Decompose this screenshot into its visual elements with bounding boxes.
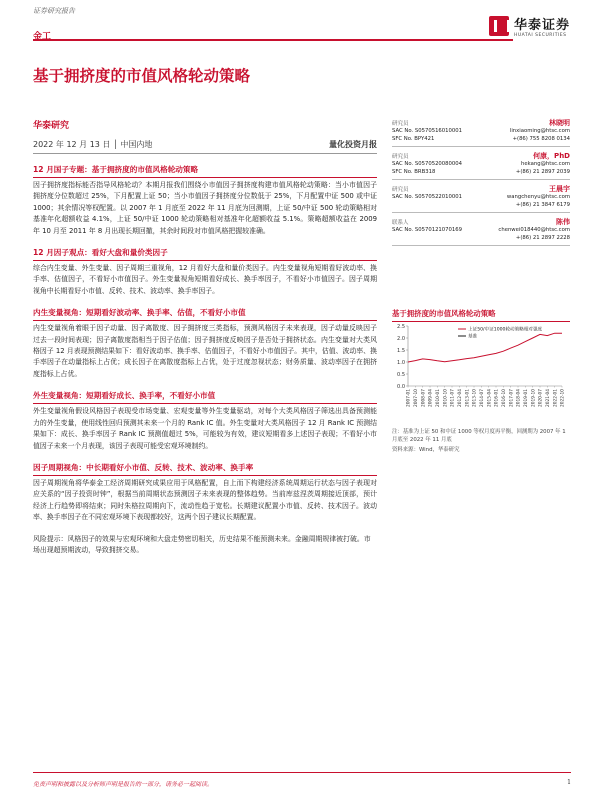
x-tick-label: 2016-01 xyxy=(494,389,500,407)
analyst-name: 陈伟 xyxy=(556,218,570,226)
analyst-card xyxy=(392,184,570,213)
analyst-card xyxy=(392,118,570,147)
analyst-name: 何康，PhD xyxy=(533,152,570,160)
analyst-role: 研究员 xyxy=(392,121,409,127)
line-chart xyxy=(392,320,570,425)
section-body: 综合内生变量、外生变量、因子周期三重视角，12 月看好大盘和量价类因子。内生变量视角短期看好波动率、换手率、估值因子，不看好小市值因子。外生变量视角短期看好成长、换手率因子，不看好小市值因子。因子周期视角中长期看好小市值、反转、技术、波动率、换手率因子。 xyxy=(33,264,377,295)
section-outlook xyxy=(33,247,377,297)
report-header xyxy=(0,0,600,44)
report-series-label: 证券研究报告 xyxy=(33,7,75,15)
category-label: 金工 xyxy=(33,32,52,42)
y-tick-label: 1.0 xyxy=(397,359,405,366)
x-tick-label: 2007-10 xyxy=(413,389,419,407)
y-tick-label: 2.5 xyxy=(397,323,405,330)
figure-note: 注：基准为上证 50 和中证 1000 等权月度再平衡，回测期为 2007 年 1 月底至 2022 年 11 月底 xyxy=(392,429,566,443)
series-line xyxy=(408,333,562,362)
analyst-sac: SAC No. S0570522010001 xyxy=(392,194,463,200)
section-body: 内生变量视角着眼于因子动量、因子离散度、因子拥挤度三类指标，预测风格因子未来表现，因子动量反映因子过去一段时间表现；因子离散度指相当于因子估值；因子拥挤度反映因子是否处于拥挤状态。内生变量对大类风格因子 12 月表现预测结果如下：看好波动率、换手率、估值因子，不看好小市值因子。其中，估值、波动率、换手率因子在动量指标上占优；成长因子在离散度指标上占优，处于过度忽视状态；财务质量、波动率因子在拥挤度指标上占优。 xyxy=(33,324,377,378)
section-exogenous xyxy=(33,390,377,452)
research-org: 华泰研究 xyxy=(33,121,70,131)
analyst-email[interactable]: chenwei018440@htsc.com xyxy=(498,227,570,233)
huatai-logo xyxy=(489,14,570,38)
huatai-logo-icon xyxy=(489,16,509,36)
analyst-phone: +(86) 21 2897 2228 xyxy=(515,234,570,241)
figure-title: 基于拥挤度的市值风格轮动策略 xyxy=(392,308,570,322)
analyst-phone: +(86) 21 2897 2039 xyxy=(515,168,570,175)
page-number: 1 xyxy=(567,779,571,786)
analyst-sfc: SFC No. BPY421 xyxy=(392,135,435,142)
y-tick-label: 2.0 xyxy=(397,335,405,342)
analyst-email[interactable]: wangchenyu@htsc.com xyxy=(506,194,570,200)
x-tick-label: 2022-01 xyxy=(553,389,559,407)
x-tick-label: 2019-01 xyxy=(523,389,529,407)
analyst-card xyxy=(392,217,570,246)
analyst-email[interactable]: linxiaoming@htsc.com xyxy=(509,128,570,134)
x-tick-label: 2020-07 xyxy=(538,389,544,407)
footer-disclaimer: 免责声明和披露以及分析师声明是报告的一部分，请务必一起阅读。 xyxy=(33,781,214,788)
dateline xyxy=(33,139,377,154)
analyst-sidebar xyxy=(392,118,570,250)
analyst-role: 联系人 xyxy=(392,220,409,226)
section-topic xyxy=(33,164,377,237)
section-title: 因子周期视角：中长期看好小市值、反转、技术、波动率、换手率 xyxy=(33,462,377,476)
legend-label: 基准 xyxy=(468,334,478,340)
x-tick-label: 2019-10 xyxy=(531,389,537,407)
section-endogenous xyxy=(33,307,377,380)
figure-source: 资料来源：Wind，华泰研究 xyxy=(392,447,460,453)
section-body: 因子周期视角将华泰金工经济周期研究成果应用于风格配置，自上而下构建经济系统周期运行状态与因子表现对应关系的“因子投资时钟”，根据当前周期状态预测因子未来表现的整体趋势。当前库兹涅茨周期接近顶部，预计经济上行趋势即将结束；同时朱格拉周期向下，流动性趋于宽松。长期建议配置小市值、反转、技术因子。波动率、换手率因子在不同宏观环境下表现都较好，这两个因子建议长期配置。 xyxy=(33,478,377,522)
x-tick-label: 2015-04 xyxy=(487,389,493,407)
x-tick-label: 2021-04 xyxy=(545,389,551,407)
x-tick-label: 2014-07 xyxy=(479,389,485,407)
x-tick-label: 2018-04 xyxy=(516,389,522,407)
x-tick-label: 2008-07 xyxy=(421,389,427,407)
analyst-email[interactable]: hekang@htsc.com xyxy=(521,161,570,167)
section-title: 12 月国子专题：基于拥挤度的市值风格轮动策略 xyxy=(33,164,377,178)
x-tick-label: 2016-10 xyxy=(501,389,507,407)
analyst-sac: SAC No. S0570520080004 xyxy=(392,161,463,167)
analyst-sfc: SFC No. BRB318 xyxy=(392,168,436,175)
section-body: 外生变量视角假设风格因子表现受市场变量、宏观变量等外生变量驱动，对每个大类风格因子筛选出具备预测能力的外生变量，使用线性回归预测其未来一个月的 Rank IC 值。外生变量对大类风格因子 12 月 Rank IC 预测结果如下：成长、换手率因子 Rank IC 预测值超过 5%，可能较为有效，建议短期看多上述因子表现；不看好小市值因子未来一个月表现，该因子表现可能受宏观环境制约。 xyxy=(33,407,377,450)
section-title: 外生变量视角：短期看好成长、换手率，不看好小市值 xyxy=(33,390,377,404)
section-title: 内生变量视角：短期看好波动率、换手率、估值，不看好小市值 xyxy=(33,307,377,321)
report-title: 基于拥挤度的市值风格轮动策略 xyxy=(33,66,251,85)
x-tick-label: 2010-01 xyxy=(435,389,441,407)
x-tick-label: 2007-01 xyxy=(406,389,412,407)
figure-chart xyxy=(392,320,570,425)
legend-label: 上证50/中证1000轮动策略相对强度 xyxy=(468,327,543,333)
analyst-name: 林晓明 xyxy=(549,119,570,127)
page-footer xyxy=(33,772,571,788)
report-type: 量化投资月报 xyxy=(329,140,377,149)
analyst-role: 研究员 xyxy=(392,187,409,193)
section-cycle xyxy=(33,462,377,524)
analyst-role: 研究员 xyxy=(392,154,409,160)
logo-name-cn: 华泰证券 xyxy=(513,18,570,33)
section-title: 12 月因子观点：看好大盘和量价类因子 xyxy=(33,247,377,261)
analyst-name: 王晨宇 xyxy=(549,185,570,193)
y-tick-label: 0.0 xyxy=(397,383,405,390)
logo-name-en: HUATAI SECURITIES xyxy=(513,33,567,38)
x-tick-label: 2010-10 xyxy=(443,389,449,407)
main-column xyxy=(33,118,377,556)
analyst-sac: SAC No. S0570516010001 xyxy=(392,128,463,134)
x-tick-label: 2013-10 xyxy=(472,389,478,407)
x-tick-label: 2011-07 xyxy=(450,389,456,407)
x-tick-label: 2012-04 xyxy=(457,389,463,407)
report-date: 2022 年 12 月 13 日 │ 中国内地 xyxy=(33,140,153,149)
x-tick-label: 2022-10 xyxy=(560,389,566,407)
y-tick-label: 0.5 xyxy=(397,371,405,378)
x-tick-label: 2017-07 xyxy=(509,389,515,407)
analyst-phone: +(86) 21 3847 6179 xyxy=(515,201,570,208)
analyst-phone: +(86) 755 8208 0134 xyxy=(512,135,570,142)
x-tick-label: 2009-04 xyxy=(428,389,434,407)
risk-warning: 风险提示：风格因子的效果与宏观环境和大盘走势密切相关，历史结果不能预测未来。金融周期规律被打破。市场出现超预期波动，导致拥挤交易。 xyxy=(33,534,371,554)
analyst-sac: SAC No. S0570121070169 xyxy=(392,227,463,233)
category-tab xyxy=(33,24,513,41)
analyst-card xyxy=(392,151,570,180)
section-body: 因子拥挤度指标能否指导风格轮动？本期月报我们围绕小市值因子拥挤度构建市值风格轮动策略：当小市值因子拥挤度分位数超过 25%，下月配置上证 50；当小市值因子拥挤度分位数低于 25%，下月配置中证 500 或中证 1000；其余情况等权配置。以 2007 年 1 月底至 2022 年 11 月底为回测期，上证 50/中证 500 轮动策略相对基准年化超额收益 4.1%，上证 50/中证 1000 轮动策略相对基准年化超额收益 5.1%。策略超额收益在 2009 年 10 月至 2011 年 8 月出现长期回撤，其余时间段对市值风格把握较准确。 xyxy=(33,181,377,235)
y-tick-label: 1.5 xyxy=(397,347,405,354)
x-tick-label: 2013-01 xyxy=(465,389,471,407)
